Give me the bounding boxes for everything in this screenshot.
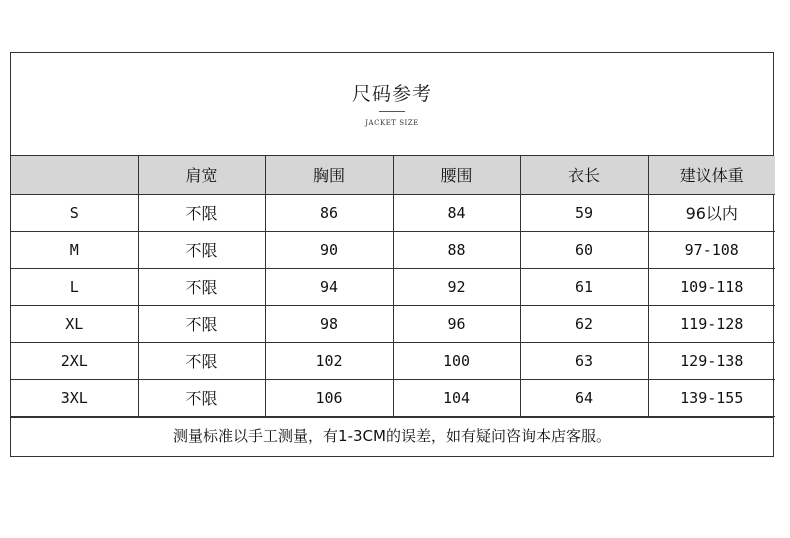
cell-length: 64 [520,379,648,416]
cell-length: 63 [520,342,648,379]
cell-size: M [11,231,138,268]
cell-size: L [11,268,138,305]
table-header-row [11,156,775,194]
cell-chest: 90 [265,231,393,268]
cell-shoulder: 不限 [138,231,265,268]
cell-shoulder: 不限 [138,379,265,416]
column-header-size [11,156,138,194]
cell-length: 61 [520,268,648,305]
cell-shoulder: 不限 [138,342,265,379]
cell-chest: 102 [265,342,393,379]
cell-shoulder: 不限 [138,268,265,305]
cell-chest: 106 [265,379,393,416]
cell-weight: 96以内 [648,194,775,231]
cell-waist: 84 [393,194,520,231]
cell-chest: 86 [265,194,393,231]
column-header-length: 衣长 [520,156,648,194]
size-chart-header [11,53,773,156]
column-header-weight: 建议体重 [648,156,775,194]
table-row [11,268,775,305]
cell-shoulder: 不限 [138,194,265,231]
cell-size: XL [11,305,138,342]
cell-chest: 94 [265,268,393,305]
chart-subtitle: JACKET SIZE [365,119,419,127]
column-header-chest: 胸围 [265,156,393,194]
cell-waist: 100 [393,342,520,379]
cell-length: 60 [520,231,648,268]
size-table [11,156,775,417]
cell-weight: 129-138 [648,342,775,379]
measurement-note: 测量标准以手工测量，有1-3CM的误差，如有疑问咨询本店客服。 [11,417,773,455]
table-row [11,342,775,379]
title-divider [379,111,405,112]
cell-chest: 98 [265,305,393,342]
cell-weight: 97-108 [648,231,775,268]
cell-length: 59 [520,194,648,231]
size-chart-card [10,52,774,457]
cell-weight: 109-118 [648,268,775,305]
cell-size: 2XL [11,342,138,379]
cell-waist: 88 [393,231,520,268]
cell-waist: 104 [393,379,520,416]
table-row [11,379,775,416]
cell-weight: 139-155 [648,379,775,416]
cell-size: S [11,194,138,231]
cell-shoulder: 不限 [138,305,265,342]
cell-length: 62 [520,305,648,342]
cell-waist: 96 [393,305,520,342]
column-header-shoulder: 肩宽 [138,156,265,194]
table-row [11,231,775,268]
table-row [11,305,775,342]
cell-size: 3XL [11,379,138,416]
column-header-waist: 腰围 [393,156,520,194]
cell-weight: 119-128 [648,305,775,342]
chart-title: 尺码参考 [351,83,432,105]
cell-waist: 92 [393,268,520,305]
table-row [11,194,775,231]
